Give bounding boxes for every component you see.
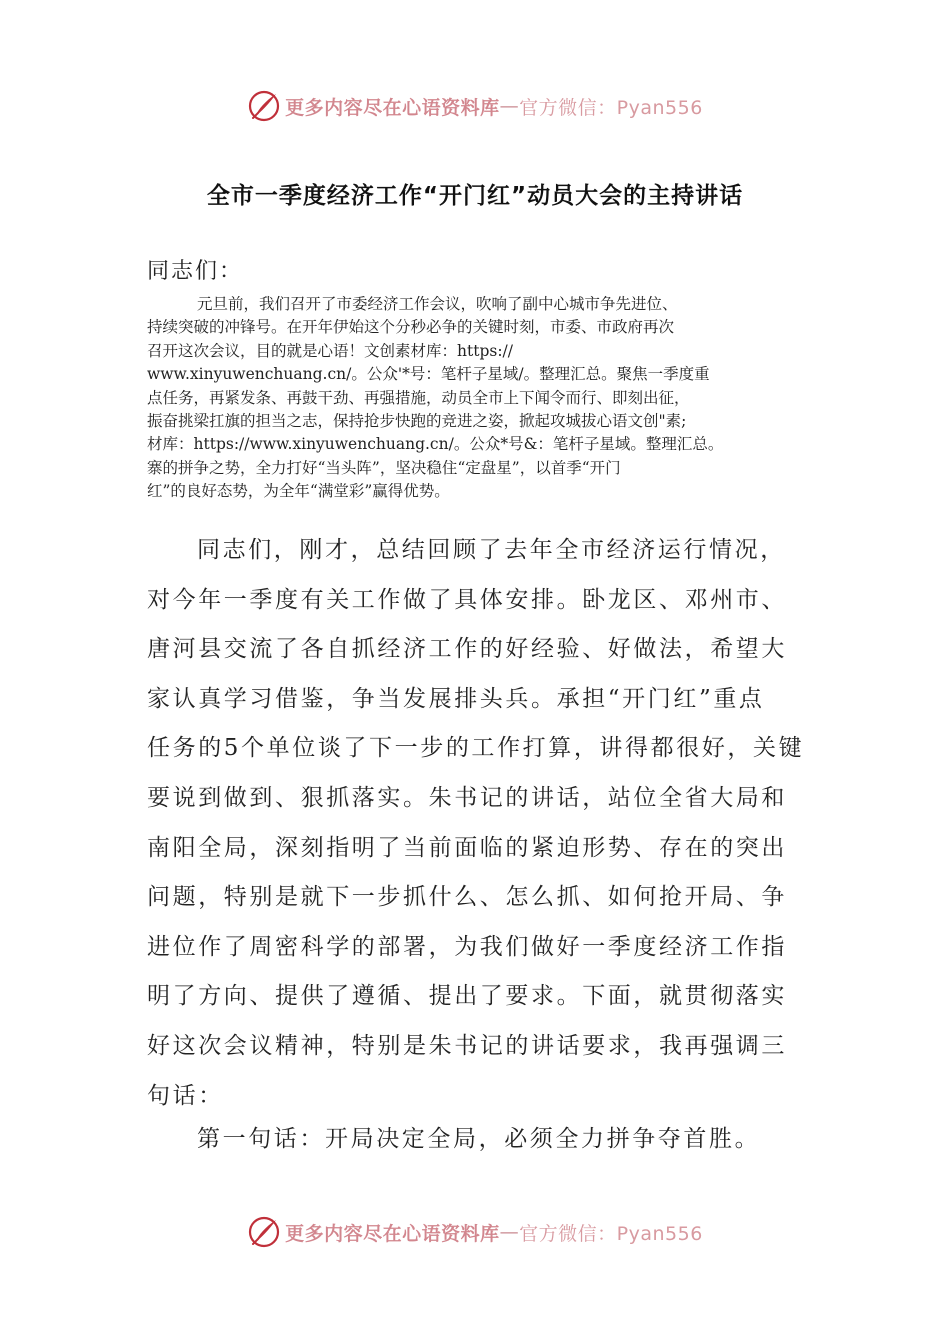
- intro-line: 红”的良好态势，为全年“满堂彩”赢得优势。: [147, 482, 450, 501]
- body-line: 唐河县交流了各自抓经济工作的好经验、好做法，希望大: [147, 636, 787, 663]
- document-title: 全市一季度经济工作“开门红”动员大会的主持讲话: [206, 183, 744, 209]
- watermark-contact: 官方微信：Pyan556: [519, 96, 703, 119]
- intro-line: 元旦前，我们召开了市委经济工作会议，吹响了副中心城市争先进位、: [197, 295, 678, 313]
- body-line: 明了方向、提供了遵循、提出了要求。下面，就贯彻落实: [147, 983, 787, 1010]
- watermark-brand: 更多内容尽在心语资料库: [285, 1222, 500, 1245]
- body-line: 句话：: [147, 1082, 224, 1109]
- intro-paragraph: [147, 293, 807, 504]
- intro-line: 材库：https://www.xinyuwenchuang.cn/。公众*号&：笔杆子星域。整理汇总。: [147, 435, 724, 454]
- intro-line: 寨的拼争之势，全力打好“当头阵”，坚决稳住“定盘星”，以首季“开门: [147, 458, 621, 477]
- pen-quill-logo-icon: [247, 1215, 281, 1249]
- body-paragraph: [147, 526, 812, 1121]
- watermark-brand: 更多内容尽在心语资料库: [285, 96, 500, 119]
- intro-line: 振奋挑梁扛旗的担当之志，保持抢步快跑的竞进之姿，掀起攻城拔心语文创"素;: [147, 412, 687, 431]
- watermark-dash: —: [499, 95, 520, 117]
- intro-line: 点任务，再紧发条、再鼓干劲、再强措施，动员全市上下闻令而行、即刻出征，: [147, 388, 690, 407]
- body-line: 问题，特别是就下一步抓什么、怎么抓、如何抢开局、争: [147, 884, 787, 911]
- body-line: 南阳全局，深刻指明了当前面临的紧迫形势、存在的突出: [147, 834, 787, 861]
- watermark-footer: [0, 1212, 950, 1252]
- body-line: 对今年一季度有关工作做了具体安排。卧龙区、邓州市、: [147, 586, 787, 613]
- first-point-heading: 第一句话：开局决定全局，必须全力拼争夺首胜。: [197, 1126, 761, 1152]
- body-line: 好这次会议精神，特别是朱书记的讲话要求，我再强调三: [147, 1032, 787, 1059]
- body-line: 进位作了周密科学的部署，为我们做好一季度经济工作指: [147, 933, 787, 960]
- body-line: 要说到做到、狠抓落实。朱书记的讲话，站位全省大局和: [147, 784, 787, 811]
- body-line: 同志们，刚才，总结回顾了去年全市经济运行情况，: [197, 537, 786, 563]
- body-line: 家认真学习借鉴，争当发展排头兵。承担“开门红”重点: [147, 685, 765, 712]
- intro-line: www.xinyuwenchuang.cn/。公众'*号：笔杆子星域/。整理汇总。聚焦一季度重: [147, 365, 710, 384]
- watermark-contact: 官方微信：Pyan556: [519, 1222, 703, 1245]
- pen-quill-logo-icon: [247, 89, 281, 123]
- body-line: 任务的5个单位谈了下一步的工作打算，讲得都很好，关键: [147, 735, 805, 762]
- watermark-header: [0, 86, 950, 126]
- intro-line: 持续突破的冲锋号。在开年伊始这个分秒必争的关键时刻，市委、市政府再次: [147, 318, 675, 337]
- salutation: 同志们：: [147, 259, 244, 284]
- intro-line: 召开这次会议，目的就是心语！文创素材库：https://: [147, 341, 513, 360]
- watermark-dash: —: [499, 1221, 520, 1243]
